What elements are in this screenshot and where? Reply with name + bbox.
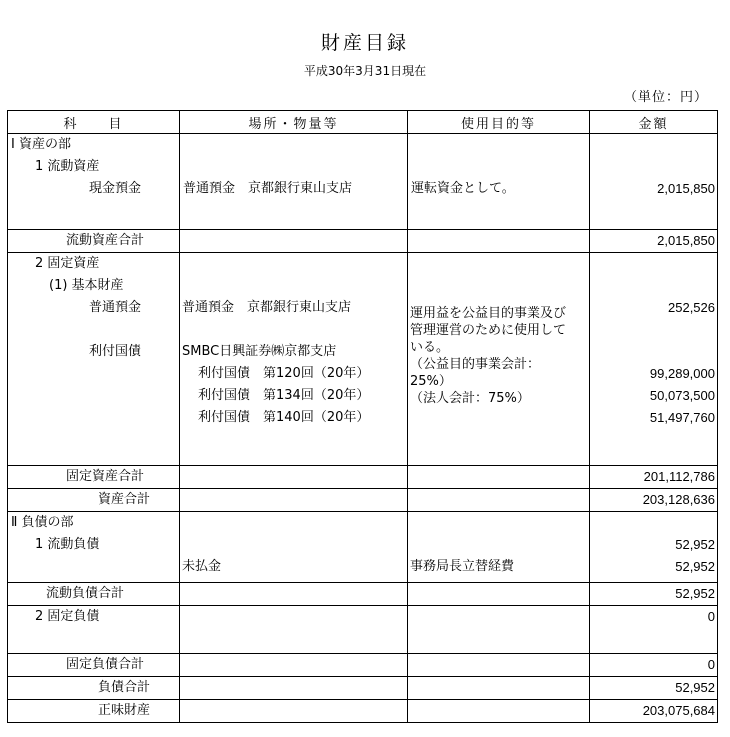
table-row — [8, 253, 718, 466]
current-assets-total-amount: 2,015,850 — [590, 230, 718, 253]
cash-amount: 2,015,850 — [657, 181, 715, 196]
liabilities-heading: Ⅱ 負債の部 — [11, 515, 74, 530]
bond-item: 利付国債 第120回（20年） — [198, 366, 370, 381]
document-title: 財産目録 — [320, 32, 409, 54]
cash-label: 現金預金 — [89, 181, 142, 196]
fixed-purpose-line: 管理運営のために使用して — [410, 323, 567, 338]
bond-item: 利付国債 第134回（20年） — [198, 388, 370, 403]
fixed-assets-total-label: 固定資産合計 — [8, 466, 180, 489]
current-assets-total-label: 流動資産合計 — [8, 230, 180, 253]
header-amount: 金額 — [590, 111, 718, 134]
fixed-liabilities-total-label: 固定負債合計 — [8, 654, 180, 677]
fixed-liabilities-amount: 0 — [707, 609, 715, 624]
header-purpose: 使用目的等 — [408, 111, 590, 134]
fixed-liabilities-total-amount: 0 — [590, 654, 718, 677]
fixed-purpose-line: 25%） — [410, 374, 452, 389]
header-place: 場所・物量等 — [180, 111, 408, 134]
header-row — [8, 111, 718, 134]
fixed-assets-heading: 2 固定資産 — [35, 256, 100, 271]
unpaid-place: 未払金 — [182, 559, 222, 574]
current-liabilities-amount: 52,952 — [675, 537, 715, 552]
unpaid-purpose: 事務局長立替経費 — [410, 559, 515, 574]
current-liabilities-total-amount: 52,952 — [590, 583, 718, 606]
net-assets-amount: 203,075,684 — [590, 700, 718, 723]
assets-total-label: 資産合計 — [8, 489, 180, 512]
deposit-label: 普通預金 — [89, 300, 142, 315]
net-assets-label: 正味財産 — [8, 700, 180, 723]
current-assets-heading: 1 流動資産 — [35, 159, 100, 174]
fixed-purpose-line: いる。 — [410, 340, 450, 355]
table-row — [8, 606, 718, 654]
bond-amount: 50,073,500 — [649, 388, 715, 403]
fixed-purpose-line: （法人会計：75%） — [410, 391, 530, 406]
deposit-amount: 252,526 — [668, 300, 715, 315]
table-row — [8, 654, 718, 677]
table-row — [8, 512, 718, 583]
fixed-purpose-line: （公益目的事業会計： — [410, 357, 541, 372]
cash-purpose: 運転資金として。 — [411, 181, 515, 196]
basic-property-heading: (1) 基本財産 — [49, 278, 124, 293]
bond-item: 利付国債 第140回（20年） — [198, 410, 370, 425]
unpaid-amount: 52,952 — [675, 559, 715, 574]
inventory-table — [7, 110, 718, 723]
table-row — [8, 489, 718, 512]
deposit-place: 普通預金 京都銀行東山支店 — [182, 300, 352, 315]
table-row — [8, 230, 718, 253]
fixed-assets-total-amount: 201,112,786 — [590, 466, 718, 489]
unit-label: （単位：円） — [623, 90, 708, 105]
assets-total-amount: 203,128,636 — [590, 489, 718, 512]
bond-label: 利付国債 — [89, 344, 142, 359]
current-liabilities-total-label: 流動負債合計 — [8, 583, 180, 606]
table-row — [8, 700, 718, 723]
bond-amount: 51,497,760 — [649, 410, 715, 425]
table-row — [8, 583, 718, 606]
cash-place: 普通預金 京都銀行東山支店 — [183, 181, 353, 196]
table-row — [8, 134, 718, 230]
table-row — [8, 466, 718, 489]
table-row — [8, 677, 718, 700]
fixed-purpose-line: 運用益を公益目的事業及び — [410, 306, 567, 321]
assets-heading: Ⅰ 資産の部 — [11, 137, 71, 152]
current-liabilities-heading: 1 流動負債 — [35, 537, 100, 552]
bond-place: SMBC日興証券㈱京都支店 — [182, 344, 337, 359]
liabilities-total-amount: 52,952 — [590, 677, 718, 700]
document-date: 平成30年3月31日現在 — [303, 64, 427, 78]
liabilities-total-label: 負債合計 — [8, 677, 180, 700]
header-subject: 科 目 — [8, 111, 180, 134]
fixed-liabilities-heading: 2 固定負債 — [35, 609, 100, 624]
bond-amount: 99,289,000 — [649, 366, 715, 381]
